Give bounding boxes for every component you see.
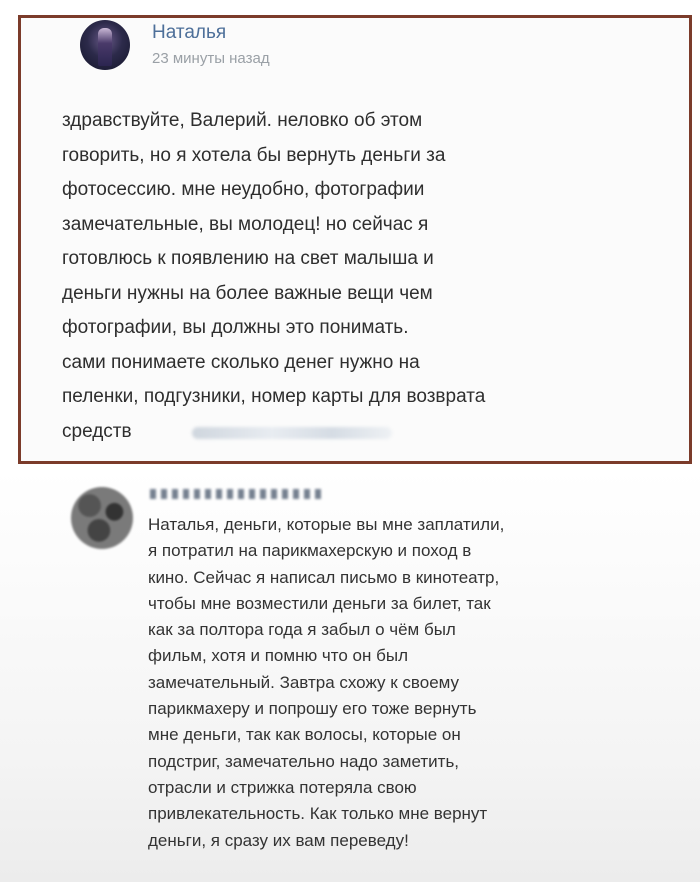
author-avatar[interactable] [80, 20, 130, 70]
post-time[interactable]: 23 минуты назад [152, 50, 270, 67]
reply-avatar-blurred[interactable] [71, 487, 133, 549]
blurred-card-number [192, 427, 392, 439]
avatar-figure [98, 28, 112, 66]
reply-text: Наталья, деньги, которые вы мне заплатили, я потратил на парикмахерскую и поход в кино. Сейчас я написал письмо в кинотеатр, чтобы мне возместили деньги за билет, так как за полтора года я забыл о чём был фильм, хотя и помню что он был замечательный. Завтра схожу к своему парикмахеру и попрошу его тоже вернуть мне деньги, так как волосы, которые он подстриг, замечательно надо заметить, отрасли и стрижка потеряла свою привлекательность. Как только мне вернут деньги, я сразу их вам переведу! [148, 515, 505, 850]
post-text: здравствуйте, Валерий. неловко об этом говорить, но я хотела бы вернуть деньги за фотосессию. мне неудобно, фотографии замечательные, вы молодец! но сейчас я готовлюсь к появлению на свет малыша и деньги нужны на более важные вещи чем фотографии, вы должны это понимать. сами понимаете сколько денег нужно на пеленки, подгузники, номер карты для возврата средств [62, 110, 486, 442]
reply-author-blurred[interactable] [150, 489, 325, 499]
author-name[interactable]: Наталья [152, 22, 227, 43]
